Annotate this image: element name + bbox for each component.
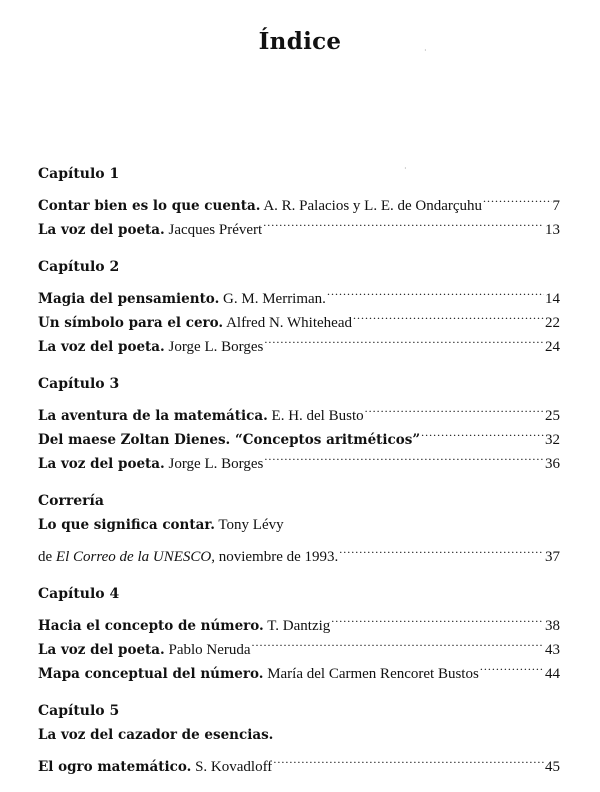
entry-title: Del maese Zoltan Dienes. “Conceptos aritméticos” — [38, 432, 421, 448]
dot-leader — [339, 537, 544, 561]
entry-author: S. Kovadloff — [191, 759, 273, 775]
toc-entry — [38, 513, 560, 537]
dot-leader — [480, 654, 544, 678]
entry-author: E. H. del Busto — [267, 408, 364, 424]
page-number: 36 — [545, 456, 560, 472]
entry-title: La voz del poeta. — [38, 642, 165, 658]
entry-title: Hacia el concepto de número. — [38, 618, 264, 634]
toc-entry — [38, 537, 560, 565]
page-number: 37 — [545, 549, 560, 565]
entry-title: Magia del pensamiento. — [38, 291, 220, 307]
entry-text — [38, 513, 284, 537]
dot-leader — [252, 630, 544, 654]
page-number: 43 — [545, 642, 560, 658]
entry-text — [38, 723, 273, 747]
entry-author: Jorge L. Borges — [164, 339, 264, 355]
entry-author: María del Carmen Rencoret Bustos — [263, 666, 479, 682]
entry-author: Jacques Prévert — [164, 222, 263, 238]
page-number: 45 — [545, 759, 560, 775]
entry-author: Tony Lévy — [214, 517, 284, 533]
page-title: Índice — [258, 28, 342, 55]
scan-speck: · — [404, 164, 407, 173]
toc-section — [38, 489, 560, 565]
entry-text — [38, 218, 262, 242]
toc-section — [38, 255, 560, 355]
dot-leader — [264, 327, 544, 351]
entry-source-italic: El Correo de la UNESCO — [55, 549, 212, 565]
entry-author: Jorge L. Borges — [164, 456, 264, 472]
entry-title: Mapa conceptual del número. — [38, 666, 264, 682]
toc-entry — [38, 606, 560, 634]
entry-title: La voz del poeta. — [38, 339, 165, 355]
dot-leader — [263, 210, 544, 234]
entry-title: La aventura de la matemática. — [38, 408, 268, 424]
entry-author: Pablo Neruda — [164, 642, 251, 658]
dot-leader — [264, 444, 544, 468]
toc-entry — [38, 396, 560, 424]
entry-title: La voz del poeta. — [38, 456, 165, 472]
dot-leader — [353, 303, 544, 327]
toc-section — [38, 372, 560, 472]
toc-entry — [38, 747, 560, 775]
toc-entry — [38, 186, 560, 214]
entry-prefix: de — [38, 549, 56, 565]
table-of-contents — [38, 162, 560, 792]
section-heading: Capítulo 5 — [38, 703, 120, 719]
page-number: 25 — [545, 408, 560, 424]
page-number: 22 — [545, 315, 560, 331]
entry-title: La voz del cazador de esencias. — [38, 727, 274, 743]
entry-text — [38, 638, 251, 662]
section-heading: Capítulo 1 — [38, 166, 120, 182]
dot-leader — [483, 186, 551, 210]
page-number: 32 — [545, 432, 560, 448]
entry-title: La voz del poeta. — [38, 222, 165, 238]
section-heading: Correría — [38, 493, 104, 509]
toc-section — [38, 582, 560, 682]
page-number: 13 — [545, 222, 560, 238]
entry-text — [38, 755, 272, 779]
entry-text — [38, 404, 364, 428]
toc-section — [38, 699, 560, 775]
page-number: 14 — [545, 291, 560, 307]
entry-author: A. R. Palacios y L. E. de Ondarçuhu — [260, 198, 483, 214]
page-number: 38 — [545, 618, 560, 634]
entry-text — [38, 287, 326, 311]
entry-title: Lo que significa contar. — [38, 517, 215, 533]
entry-title: El ogro matemático. — [38, 759, 192, 775]
entry-author: , noviembre de 1993. — [211, 549, 339, 565]
entry-author: Alfred N. Whitehead — [223, 315, 352, 331]
entry-title: Un símbolo para el cero. — [38, 315, 224, 331]
entry-author: G. M. Merriman. — [219, 291, 326, 307]
dot-leader — [327, 279, 544, 303]
entry-text — [38, 452, 263, 476]
section-heading: Capítulo 2 — [38, 259, 120, 275]
entry-author: T. Dantzig — [263, 618, 331, 634]
entry-text — [38, 335, 263, 359]
dot-leader — [331, 606, 544, 630]
dot-leader — [273, 747, 544, 771]
page-number: 44 — [545, 666, 560, 682]
dot-leader — [421, 420, 544, 444]
section-heading: Capítulo 4 — [38, 586, 120, 602]
section-heading: Capítulo 3 — [38, 376, 120, 392]
dot-leader — [365, 396, 544, 420]
scan-speck: · — [424, 46, 427, 55]
page-number: 7 — [552, 198, 560, 214]
toc-entry — [38, 723, 560, 747]
entry-text — [38, 545, 338, 569]
entry-text — [38, 662, 479, 686]
entry-title: Contar bien es lo que cuenta. — [38, 198, 261, 214]
toc-entry — [38, 279, 560, 307]
page-number: 24 — [545, 339, 560, 355]
toc-section — [38, 162, 560, 238]
